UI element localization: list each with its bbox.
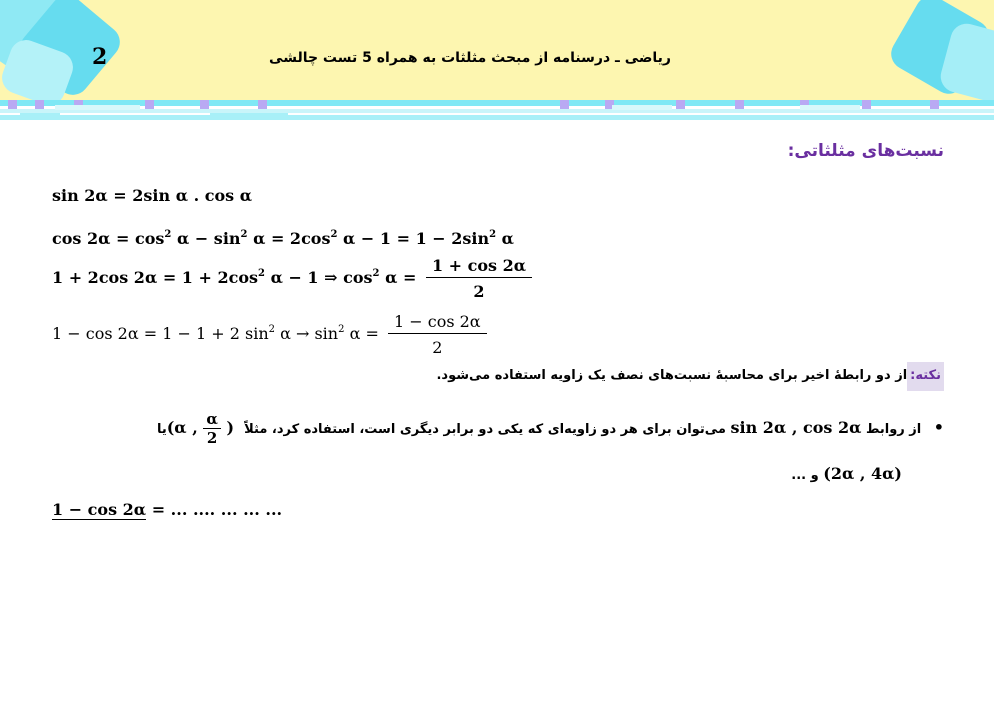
formula-sin-double-angle: sin 2α = 2sin α . cos α [52,186,253,205]
bullet-continuation: (2α , 4α) و ... [791,464,902,483]
section-title: نسبت‌های مثلثاتی: [787,141,944,161]
header-title: ریاضی ـ درسنامه از مبحث مثلثات به همراه 5 تست چالشی [269,50,671,66]
header-stripe [0,97,994,122]
formula-cos-double-angle: $\cos 2\alpha = \cos^2 \alpha - \sin^2 \alpha = 2\cos^2$ $\alpha - 1 = 1 - 2\sin^2$ α [52,229,514,248]
fraction: $\frac{1 - \cos 2\alpha}{2}$ [388,312,487,357]
note-text: از دو رابطهٔ اخیر برای محاسبهٔ نسبت‌های نصف یک زاویه استفاده می‌شود. [436,368,908,383]
page-header [0,0,994,100]
note-label: نکته: [907,362,944,391]
inline-math: sin 2α , cos 2α [730,418,862,437]
formula-sin-squared: 1 − cos 2α = 1 − 1 + 2 $\sin^2 \alpha \to \sin^2 \alpha$ = $\frac{1 - \cos 2\alpha}{2}$ [52,312,487,357]
fraction: $\frac{\alpha}{2}$ [203,410,221,447]
page-number: 2 [92,44,108,70]
exercise-line: 1 − cos 2α = ... .... ... ... ... [52,500,283,519]
bullet-item: • از روابط sin 2α , cos 2α می‌توان برای هر دو زاویه‌ای که یکی دو برابر دیگری است، استفاده کرد، مثلاً (α , $\frac{\alpha}{2}$ ) یا [156,410,944,447]
note-block [436,362,944,391]
bullet-icon: • [933,418,944,437]
formula-cos-squared: 1 + 2cos $2\alpha = 1 + 2\cos^2$ α − 1 ⇒ $\cos^2 \alpha$ = $\frac{1 + \cos 2\alpha}{2}$ [52,256,532,301]
inline-math-half-angle: (α , $\frac{\alpha}{2}$ ) [166,410,235,447]
fraction: $\frac{1 + \cos 2\alpha}{2}$ [426,256,532,301]
